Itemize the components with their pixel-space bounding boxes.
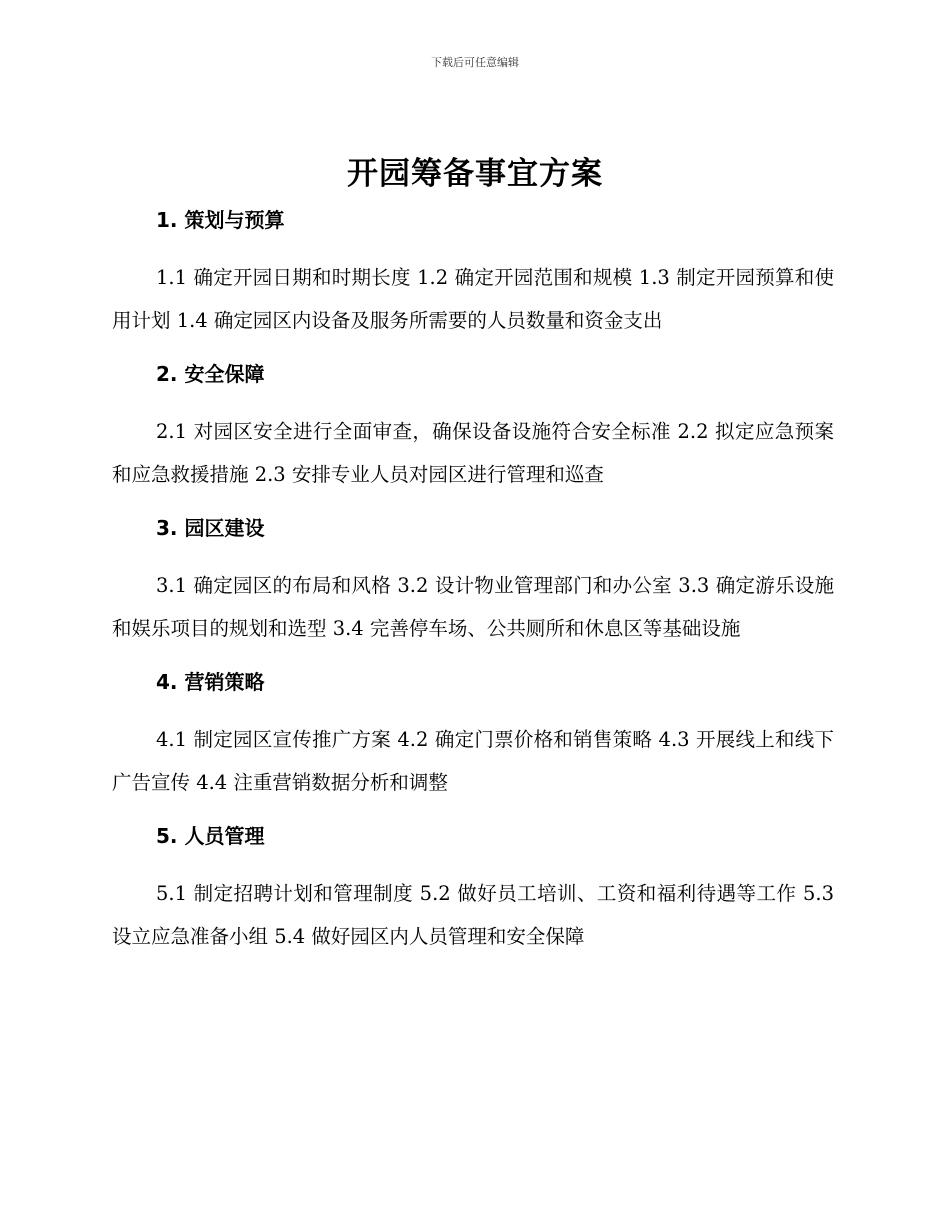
section-marketing	[112, 666, 834, 804]
section-paragraph: 2.1 对园区安全进行全面审查，确保设备设施符合安全标准 2.2 拟定应急预案和应急救援措施 2.3 安排专业人员对园区进行管理和巡查	[112, 420, 834, 486]
document-title: 开园筹备事宜方案	[347, 156, 603, 192]
section-park-construction	[112, 512, 834, 650]
section-safety	[112, 358, 834, 496]
section-heading: 5. 人员管理	[156, 824, 265, 848]
section-paragraph: 3.1 确定园区的布局和风格 3.2 设计物业管理部门和办公室 3.3 确定游乐设施和娱乐项目的规划和选型 3.4 完善停车场、公共厕所和休息区等基础设施	[112, 574, 834, 640]
section-staff-management	[112, 820, 834, 958]
section-heading: 4. 营销策略	[156, 670, 265, 694]
section-heading: 2. 安全保障	[156, 362, 265, 386]
document-body	[112, 204, 834, 974]
page-header-note: 下载后可任意编辑	[431, 56, 519, 69]
section-heading: 3. 园区建设	[156, 516, 265, 540]
section-planning-budget	[112, 204, 834, 342]
section-paragraph: 5.1 制定招聘计划和管理制度 5.2 做好员工培训、工资和福利待遇等工作 5.3 设立应急准备小组 5.4 做好园区内人员管理和安全保障	[112, 882, 834, 948]
section-paragraph: 4.1 制定园区宣传推广方案 4.2 确定门票价格和销售策略 4.3 开展线上和线下广告宣传 4.4 注重营销数据分析和调整	[112, 728, 834, 794]
section-heading: 1. 策划与预算	[156, 208, 285, 232]
section-paragraph: 1.1 确定开园日期和时期长度 1.2 确定开园范围和规模 1.3 制定开园预算和使用计划 1.4 确定园区内设备及服务所需要的人员数量和资金支出	[112, 266, 834, 332]
